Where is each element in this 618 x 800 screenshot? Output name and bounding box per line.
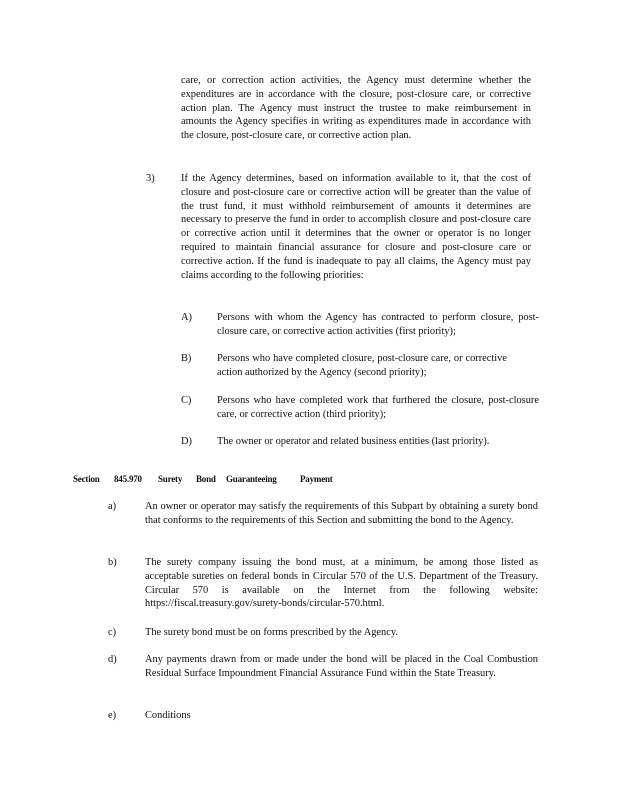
- subsection-d-label: d): [108, 654, 117, 665]
- section-title-word-3: Guaranteeing: [226, 474, 277, 484]
- priority-d-label: D): [181, 436, 192, 447]
- subsection-b-text: The surety company issuing the bond must, at a minimum, be among those listed as acceptable sureties on federal bonds in Circular 570 of the U.S. Department of the Treasury. Circular 570 is available on the Internet from the following website: https://fiscal.treasury.gov/surety-bonds/circular-570.html.: [145, 557, 538, 610]
- subsection-a-label: a): [108, 501, 117, 512]
- priority-d-text: The owner or operator and related business entities (last priority).: [217, 436, 490, 447]
- priority-b-text: Persons who have completed closure, post-closure care, or corrective action authorized by the Agency (second priority);: [217, 353, 507, 378]
- priority-a-label: A): [181, 312, 192, 323]
- subsection-c-label: c): [108, 627, 117, 638]
- priority-a-text: Persons with whom the Agency has contracted to perform closure, post-closure care, or corrective action activities (first priority);: [217, 312, 539, 337]
- priority-b-label: B): [181, 353, 192, 364]
- priority-c-text: Persons who have completed work that furthered the closure, post-closure care, or corrective action (third priority);: [217, 395, 539, 420]
- section-title-word-2: Bond: [196, 474, 216, 484]
- section-word: Section: [73, 474, 100, 484]
- item-3-paragraph: If the Agency determines, based on information available to it, that the cost of closure and post-closure care or corrective action will be greater than the value of the trust fund, it must withhold reimbursement of amounts it determines are necessary to preserve the fund in order to accomplish closure and post-closure care or corrective action until it determines that the owner or operator is no longer required to maintain financial assurance for closure and post-closure care or corrective action. If the fund is inadequate to pay all claims, the Agency must pay claims according to the following priorities:: [181, 173, 531, 281]
- item-3-label: 3): [146, 173, 155, 184]
- subsection-c-text: The surety bond must be on forms prescribed by the Agency.: [145, 627, 398, 638]
- subsection-e-text: Conditions: [145, 710, 191, 721]
- intro-paragraph: care, or correction action activities, the Agency must determine whether the expenditures are in accordance with the closure, post-closure care, or corrective action plan. The Agency must instruct the trustee to make reimbursement in amounts the Agency specifies in writing as expenditures made in accordance with the closure, post-closure care, or corrective action plan.: [181, 75, 531, 142]
- subsection-b-label: b): [108, 557, 117, 568]
- subsection-e-label: e): [108, 710, 117, 721]
- priority-c-label: C): [181, 395, 192, 406]
- section-title-word-4: Payment: [300, 474, 333, 484]
- section-number: 845.970: [114, 474, 142, 484]
- section-title-word-1: Surety: [158, 474, 183, 484]
- subsection-d-text: Any payments drawn from or made under the bond will be placed in the Coal Combustion Residual Surface Impoundment Financial Assurance Fund within the State Treasury.: [145, 654, 538, 679]
- subsection-a-text: An owner or operator may satisfy the requirements of this Subpart by obtaining a surety bond that conforms to the requirements of this Section and submitting the bond to the Agency.: [145, 501, 538, 526]
